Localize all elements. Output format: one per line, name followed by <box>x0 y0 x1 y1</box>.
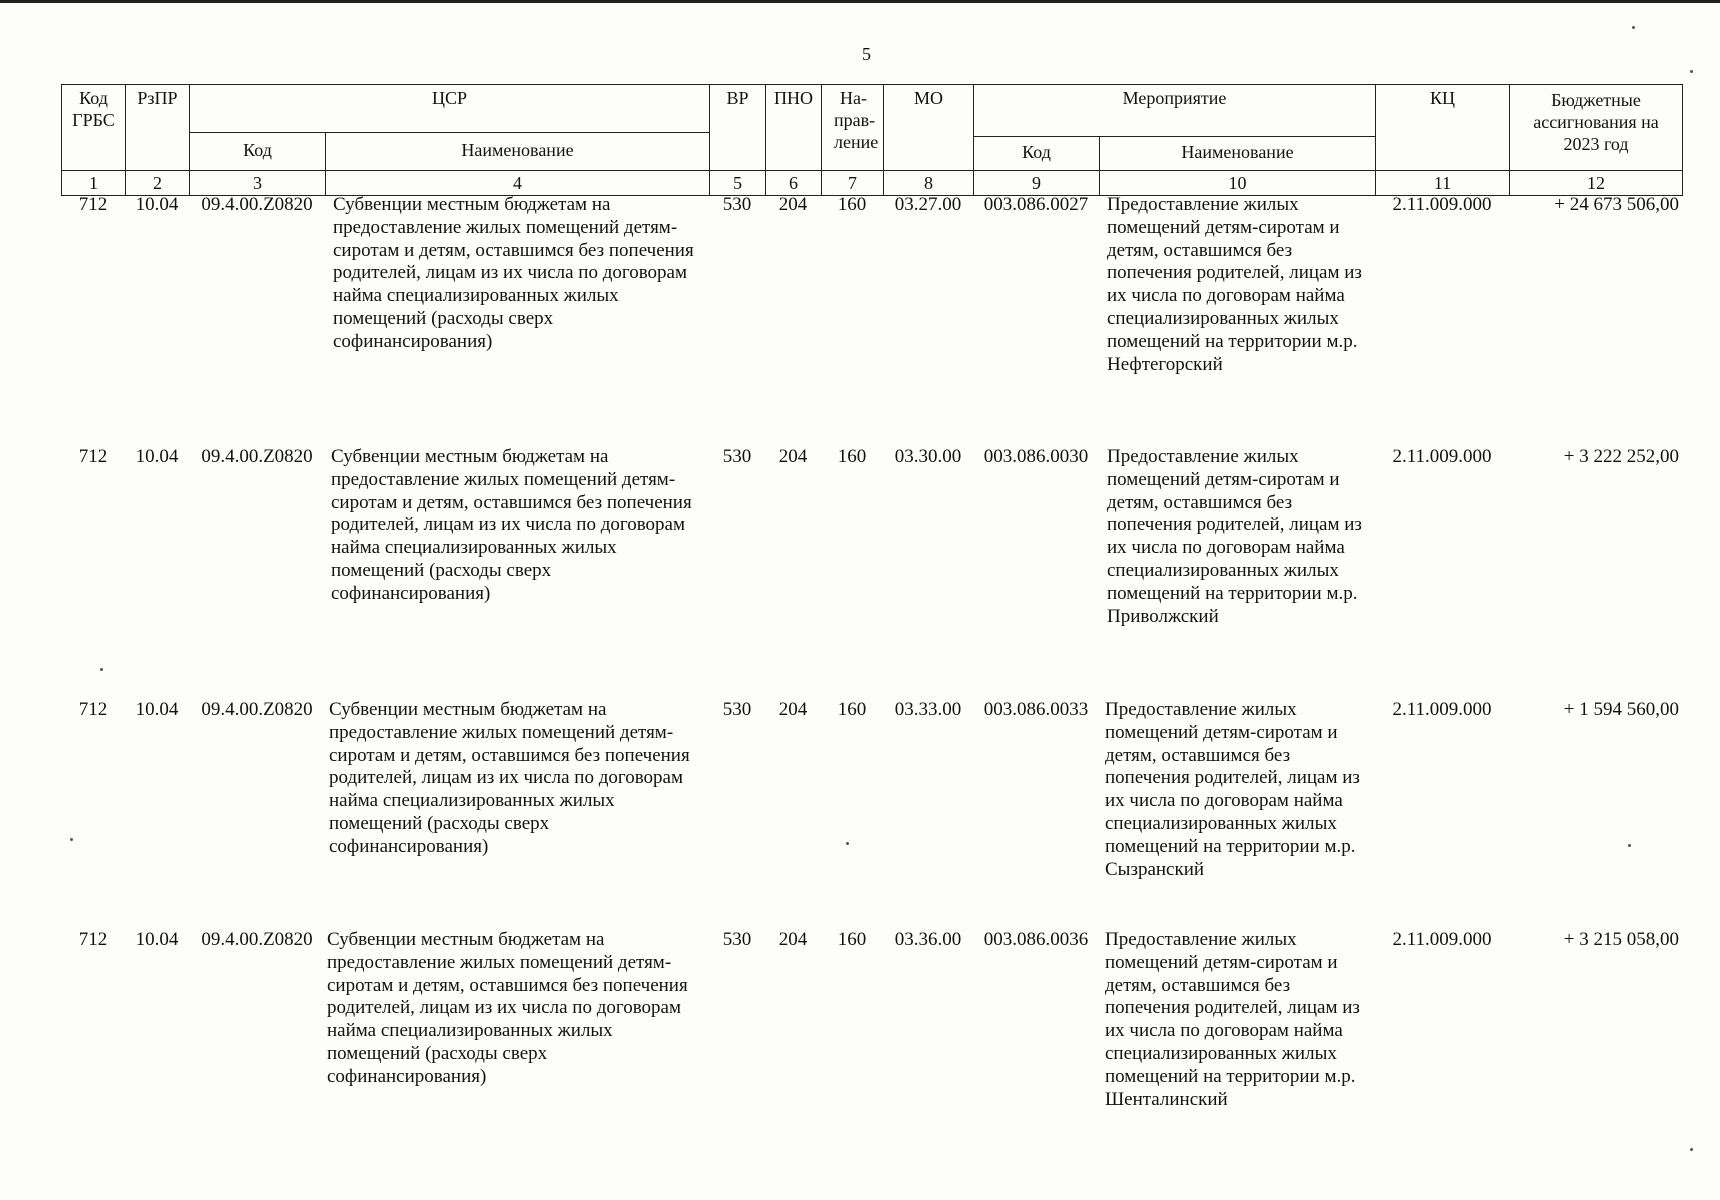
cell-rzpr: 10.04 <box>135 929 179 950</box>
cell-direction: 160 <box>837 699 867 720</box>
cell-csr-code: 09.4.00.Z0820 <box>201 446 313 467</box>
header-rzpr: РзПР <box>125 84 189 170</box>
cell-csr-name: Субвенции местным бюджетам на предоставление жилых помещений детям-сиротам и детям, оставшимся без попечения родителей, лицам из их числа по договорам найма специализированных жилых помещений (расходы сверх софинансирования) <box>327 929 688 1087</box>
cell-event-name: Предоставление жилых помещений детям-сиротам и детям, оставшимся без попечения родителей, лицам из их числа по договорам найма специализированных жилых помещений на территории м.р. Приволжский <box>1107 446 1362 627</box>
cell-kc: 2.11.009.000 <box>1392 446 1492 467</box>
header-event: Мероприятие <box>973 84 1375 136</box>
cell-pno: 204 <box>778 194 808 215</box>
cell-event-name: Предоставление жилых помещений детям-сиротам и детям, оставшимся без попечения родителей, лицам из их числа по договорам найма специализированных жилых помещений на территории м.р. Нефтегорский <box>1107 194 1362 375</box>
header-event-name: Наименование <box>1099 136 1375 170</box>
cell-rzpr: 10.04 <box>135 699 179 720</box>
header-grbs: Код ГРБС <box>61 84 125 170</box>
cell-csr-code: 09.4.00.Z0820 <box>201 194 313 215</box>
cell-mo: 03.27.00 <box>894 194 962 215</box>
cell-grbs: 712 <box>78 194 108 215</box>
column-number: 7 <box>821 170 883 196</box>
page-number: 5 <box>862 44 871 64</box>
scan-speck <box>100 668 103 671</box>
column-number: 4 <box>325 170 709 196</box>
cell-direction: 160 <box>837 929 867 950</box>
cell-vr: 530 <box>722 929 752 950</box>
cell-direction: 160 <box>837 446 867 467</box>
header-pno: ПНО <box>765 84 821 170</box>
cell-csr-code: 09.4.00.Z0820 <box>201 699 313 720</box>
column-number: 9 <box>973 170 1099 196</box>
table-header <box>61 84 1683 196</box>
cell-vr: 530 <box>722 699 752 720</box>
cell-csr-name: Субвенции местным бюджетам на предоставление жилых помещений детям-сиротам и детям, оставшимся без попечения родителей, лицам из их числа по договорам найма специализированных жилых помещений (расходы сверх софинансирования) <box>329 699 690 857</box>
cell-mo: 03.33.00 <box>894 699 962 720</box>
column-number: 10 <box>1099 170 1375 196</box>
cell-csr-name: Субвенции местным бюджетам на предоставление жилых помещений детям-сиротам и детям, оставшимся без попечения родителей, лицам из их числа по договорам найма специализированных жилых помещений (расходы сверх софинансирования) <box>331 446 692 604</box>
cell-amount: + 24 673 506,00 <box>1554 194 1679 215</box>
cell-pno: 204 <box>778 929 808 950</box>
cell-event-name: Предоставление жилых помещений детям-сиротам и детям, оставшимся без попечения родителей, лицам из их числа по договорам найма специализированных жилых помещений на территории м.р. Сызранский <box>1105 699 1360 880</box>
cell-event-code: 003.086.0030 <box>983 446 1089 467</box>
cell-grbs: 712 <box>78 929 108 950</box>
column-number: 1 <box>61 170 125 196</box>
cell-vr: 530 <box>722 194 752 215</box>
cell-event-code: 003.086.0033 <box>983 699 1089 720</box>
header-csr-code: Код <box>189 132 325 170</box>
scan-speck <box>70 838 73 841</box>
cell-event-code: 003.086.0027 <box>983 194 1089 215</box>
header-mo: МО <box>883 84 973 170</box>
cell-csr-name: Субвенции местным бюджетам на предоставление жилых помещений детям-сиротам и детям, оставшимся без попечения родителей, лицам из их числа по договорам найма специализированных жилых помещений (расходы сверх софинансирования) <box>333 194 694 352</box>
header-csr-name: Наименование <box>325 132 709 170</box>
cell-amount: + 1 594 560,00 <box>1563 699 1679 720</box>
cell-kc: 2.11.009.000 <box>1392 194 1492 215</box>
header-kc: КЦ <box>1375 84 1509 170</box>
cell-kc: 2.11.009.000 <box>1392 929 1492 950</box>
cell-rzpr: 10.04 <box>135 446 179 467</box>
header-budget: Бюджетные ассигнования на 2023 год <box>1509 84 1683 170</box>
column-number: 2 <box>125 170 189 196</box>
header-event-code: Код <box>973 136 1099 170</box>
cell-pno: 204 <box>778 699 808 720</box>
cell-vr: 530 <box>722 446 752 467</box>
cell-grbs: 712 <box>78 446 108 467</box>
column-number: 8 <box>883 170 973 196</box>
cell-pno: 204 <box>778 446 808 467</box>
scan-speck <box>1690 70 1693 73</box>
scan-speck <box>1632 26 1635 29</box>
cell-event-code: 003.086.0036 <box>983 929 1089 950</box>
cell-direction: 160 <box>837 194 867 215</box>
cell-mo: 03.30.00 <box>894 446 962 467</box>
column-number: 3 <box>189 170 325 196</box>
column-number: 5 <box>709 170 765 196</box>
cell-amount: + 3 215 058,00 <box>1563 929 1679 950</box>
cell-kc: 2.11.009.000 <box>1392 699 1492 720</box>
column-number: 11 <box>1375 170 1509 196</box>
cell-mo: 03.36.00 <box>894 929 962 950</box>
scan-top-edge <box>0 0 1720 3</box>
cell-grbs: 712 <box>78 699 108 720</box>
cell-rzpr: 10.04 <box>135 194 179 215</box>
scan-speck <box>1690 1148 1693 1151</box>
header-direction: На-прав-ление <box>821 84 883 170</box>
scan-speck <box>1628 844 1631 847</box>
scan-speck <box>846 842 849 845</box>
column-number: 12 <box>1509 170 1683 196</box>
cell-csr-code: 09.4.00.Z0820 <box>201 929 313 950</box>
cell-event-name: Предоставление жилых помещений детям-сиротам и детям, оставшимся без попечения родителей, лицам из их числа по договорам найма специализированных жилых помещений на территории м.р. Шенталинский <box>1105 929 1360 1110</box>
header-vr: ВР <box>709 84 765 170</box>
header-csr: ЦСР <box>189 84 709 132</box>
column-number: 6 <box>765 170 821 196</box>
cell-amount: + 3 222 252,00 <box>1563 446 1679 467</box>
